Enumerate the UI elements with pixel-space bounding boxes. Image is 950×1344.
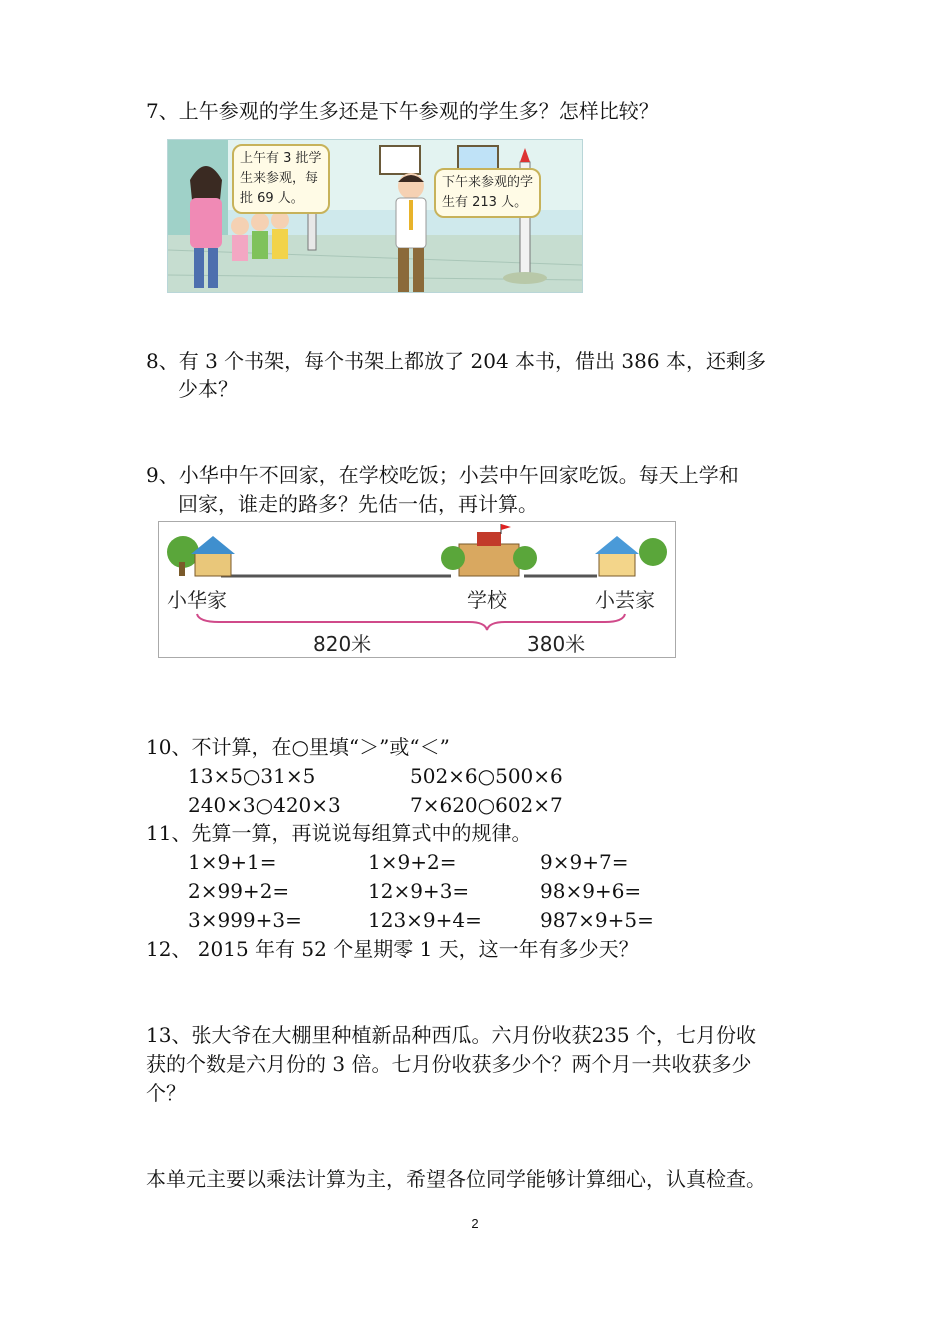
afternoon-speech-bubble [434, 168, 541, 218]
equation-item: 98×9+6= [540, 879, 642, 903]
question-8-line-1: 8、有 3 个书架，每个书架上都放了 204 本书，借出 386 本，还剩多 [146, 349, 766, 373]
xiaohua-home-label: 小华家 [167, 588, 227, 612]
equation-item: 2×99+2= [188, 879, 290, 903]
afternoon-bubble-line: 下午来参观的学 [442, 175, 534, 190]
morning-speech-bubble [232, 144, 330, 214]
equation-item: 3×999+3= [188, 908, 302, 932]
question-13-line-2: 获的个数是六月份的 3 倍。七月份收获多少个？两个月一共收获多少 [146, 1052, 752, 1076]
question-12: 12、 2015 年有 52 个星期零 1 天，这一年有多少天？ [146, 937, 639, 961]
question-7: 7、上午参观的学生多还是下午参观的学生多？怎样比较？ [146, 99, 659, 123]
distance-380-label: 380米 [527, 632, 586, 656]
page-number: 2 [471, 1216, 479, 1231]
comparison-item: 240×3○420×3 [188, 793, 341, 817]
equation-item: 9×9+7= [540, 850, 629, 874]
question-9-line-1: 9、小华中午不回家，在学校吃饭；小芸中午回家吃饭。每天上学和 [146, 463, 739, 487]
museum-illustration [167, 139, 583, 293]
distance-820-label: 820米 [313, 632, 372, 656]
comparison-item: 13×5○31×5 [188, 764, 316, 788]
question-13-line-3: 个？ [146, 1081, 186, 1105]
xiaoyun-home-label: 小芸家 [595, 588, 655, 612]
school-label: 学校 [467, 588, 507, 612]
morning-bubble-line: 上午有 3 批学 [240, 151, 322, 166]
route-diagram [158, 521, 676, 658]
equation-item: 987×9+5= [540, 908, 654, 932]
question-9-line-2: 回家，谁走的路多？先估一估，再计算。 [178, 492, 538, 516]
morning-bubble-line: 批 69 人。 [240, 191, 304, 206]
morning-bubble-line: 生来参观，每 [240, 171, 319, 186]
question-13-line-1: 13、张大爷在大棚里种植新品种西瓜。六月份收获235 个，七月份收 [146, 1023, 756, 1047]
equation-item: 12×9+3= [368, 879, 470, 903]
question-10-title: 10、不计算，在○里填“＞”或“＜” [146, 735, 450, 759]
equation-item: 123×9+4= [368, 908, 482, 932]
closing-note: 本单元主要以乘法计算为主，希望各位同学能够计算细心，认真检查。 [146, 1167, 766, 1191]
equation-item: 1×9+1= [188, 850, 277, 874]
equation-item: 1×9+2= [368, 850, 457, 874]
question-11-title: 11、先算一算，再说说每组算式中的规律。 [146, 821, 532, 845]
question-8-line-2: 少本？ [178, 377, 238, 401]
afternoon-bubble-line: 生有 213 人。 [442, 195, 528, 210]
comparison-item: 502×6○500×6 [410, 764, 563, 788]
comparison-item: 7×620○602×7 [410, 793, 563, 817]
